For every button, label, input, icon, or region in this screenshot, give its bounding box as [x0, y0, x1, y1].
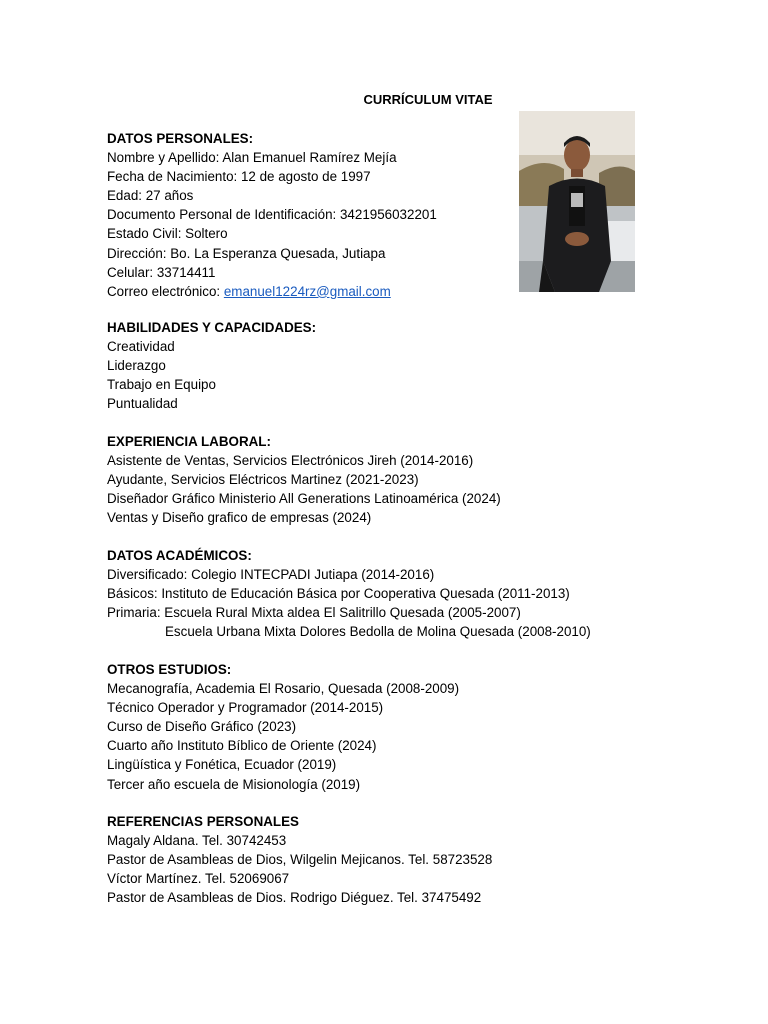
personal-civil: Estado Civil: Soltero	[107, 226, 228, 242]
list-item: Lingüística y Fonética, Ecuador (2019)	[107, 757, 337, 773]
list-item: Liderazgo	[107, 358, 166, 374]
personal-section	[107, 129, 437, 301]
list-item: Víctor Martínez. Tel. 52069067	[107, 871, 290, 887]
list-item: Primaria: Escuela Rural Mixta aldea El Salitrillo Quesada (2005-2007)	[107, 605, 521, 621]
academic-section	[107, 546, 591, 641]
list-item: Diseñador Gráfico Ministerio All Generations Latinoamérica (2024)	[107, 491, 501, 507]
list-item: Pastor de Asambleas de Dios. Rodrigo Diéguez. Tel. 37475492	[107, 890, 482, 906]
personal-address: Dirección: Bo. La Esperanza Quesada, Jutiapa	[107, 245, 386, 261]
skills-heading: HABILIDADES Y CAPACIDADES:	[107, 320, 317, 335]
list-item: Cuarto año Instituto Bíblico de Oriente (2024)	[107, 738, 377, 754]
list-item: Tercer año escuela de Misionología (2019)	[107, 776, 361, 792]
list-item: Puntualidad	[107, 396, 178, 412]
other-heading: OTROS ESTUDIOS:	[107, 662, 232, 677]
academic-heading: DATOS ACADÉMICOS:	[107, 548, 252, 563]
email-label: Correo electrónico:	[107, 283, 224, 299]
page-title: CURRÍCULUM VITAE	[363, 92, 493, 107]
list-item: Básicos: Instituto de Educación Básica por Cooperativa Quesada (2011-2013)	[107, 586, 570, 602]
personal-email-row	[107, 282, 437, 301]
personal-name: Nombre y Apellido: Alan Emanuel Ramírez Mejía	[107, 150, 397, 166]
personal-heading: DATOS PERSONALES:	[107, 131, 254, 146]
list-item: Mecanografía, Academia El Rosario, Quesada (2008-2009)	[107, 681, 460, 697]
list-item: Pastor de Asambleas de Dios, Wilgelin Mejicanos. Tel. 58723528	[107, 852, 493, 868]
list-item: Asistente de Ventas, Servicios Electrónicos Jireh (2014-2016)	[107, 453, 474, 469]
list-item: Ayudante, Servicios Eléctricos Martinez (2021-2023)	[107, 472, 419, 488]
personal-birth: Fecha de Nacimiento: 12 de agosto de 1997	[107, 169, 371, 185]
list-item: Técnico Operador y Programador (2014-2015)	[107, 700, 384, 716]
list-item: Trabajo en Equipo	[107, 377, 216, 393]
personal-phone: Celular: 33714411	[107, 264, 216, 280]
experience-section	[107, 432, 501, 527]
references-section	[107, 812, 492, 907]
list-item: Escuela Urbana Mixta Dolores Bedolla de Molina Quesada (2008-2010)	[165, 624, 591, 640]
personal-id: Documento Personal de Identificación: 3421956032201	[107, 207, 437, 223]
other-studies-section	[107, 660, 459, 794]
profile-photo	[519, 111, 635, 292]
email-link[interactable]: emanuel1224rz@gmail.com	[223, 283, 391, 299]
list-item: Curso de Diseño Gráfico (2023)	[107, 719, 297, 735]
personal-age: Edad: 27 años	[107, 188, 194, 204]
list-item: Creatividad	[107, 339, 175, 355]
experience-heading: EXPERIENCIA LABORAL:	[107, 434, 271, 449]
list-item: Diversificado: Colegio INTECPADI Jutiapa (2014-2016)	[107, 567, 435, 583]
list-item: Magaly Aldana. Tel. 30742453	[107, 833, 287, 849]
skills-section	[107, 318, 316, 413]
references-heading: REFERENCIAS PERSONALES	[107, 814, 299, 829]
list-item: Ventas y Diseño grafico de empresas (2024)	[107, 510, 372, 526]
